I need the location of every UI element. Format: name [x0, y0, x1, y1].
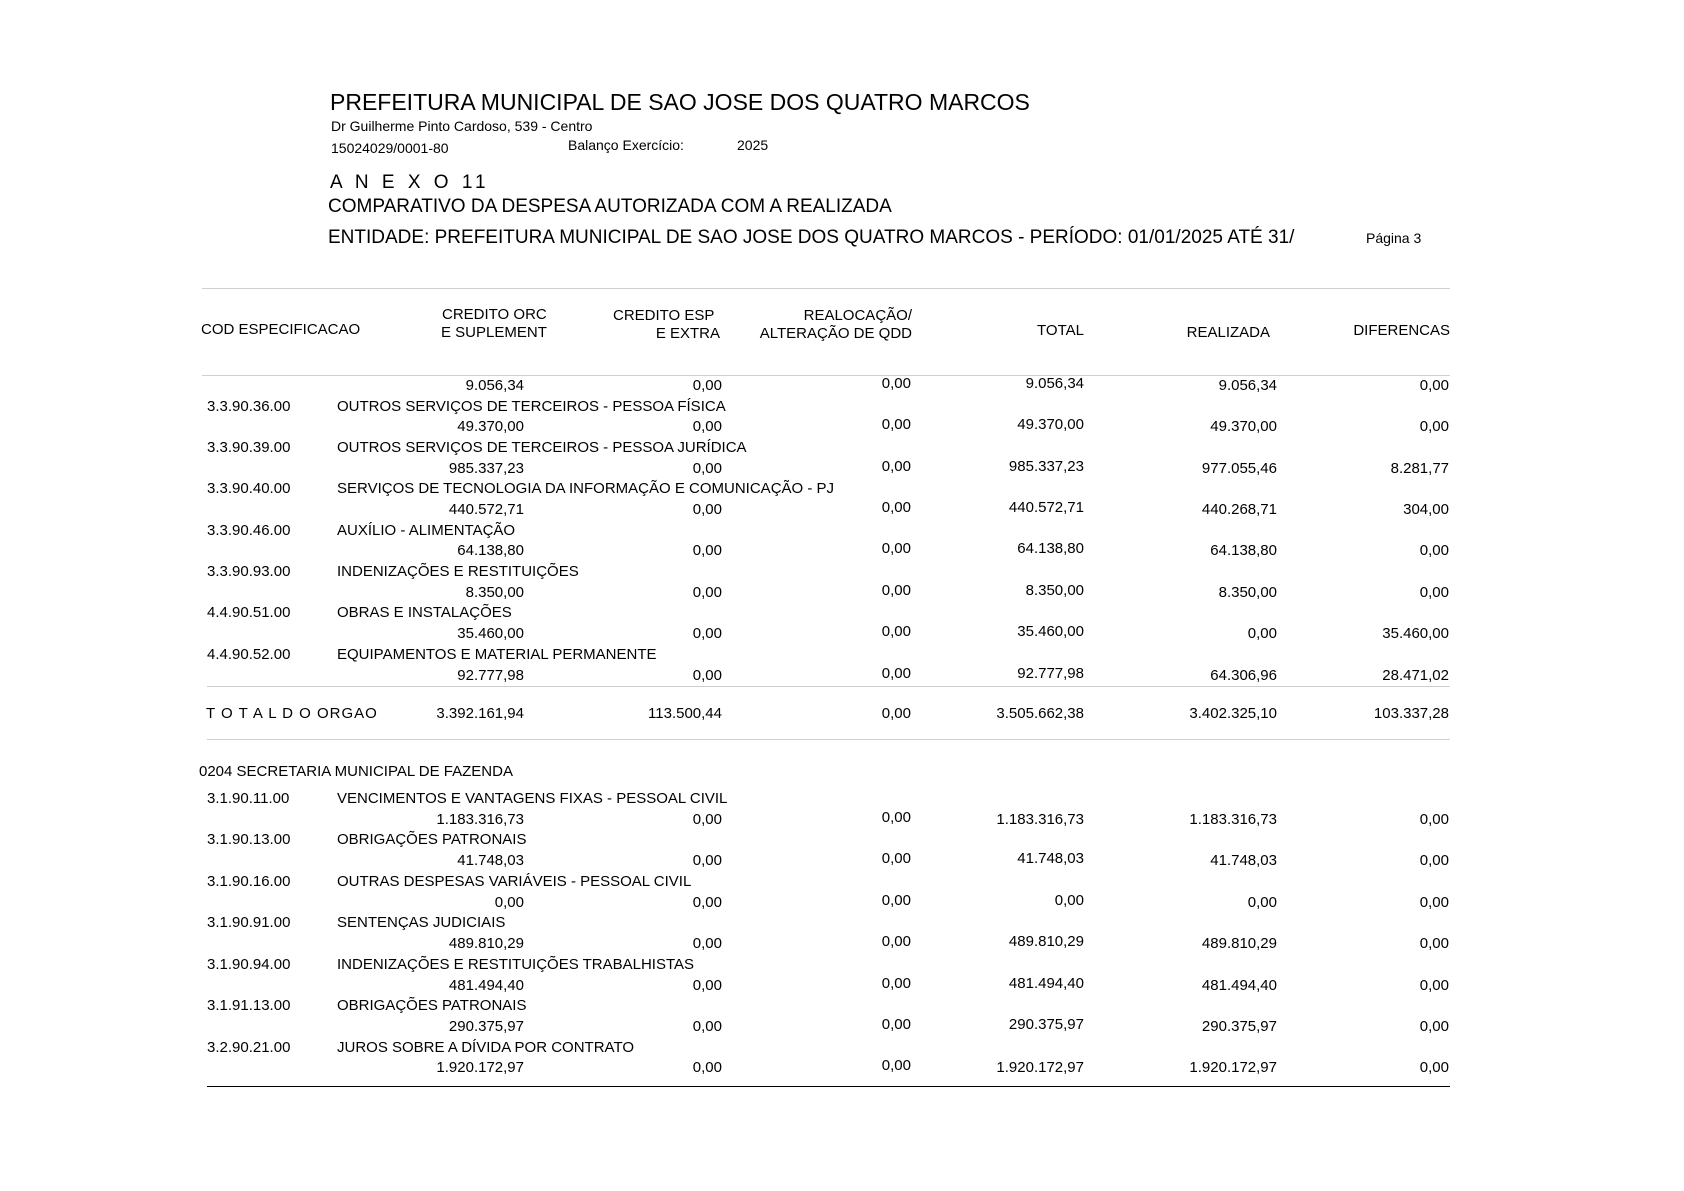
row-description: OUTROS SERVIÇOS DE TERCEIROS - PESSOA FÍSICA [337, 398, 726, 415]
value-total: 41.748,03 [1017, 850, 1084, 867]
total-credito-orc: 3.392.161,94 [436, 705, 524, 722]
value-realizada: 64.306,96 [1210, 667, 1277, 684]
value-total: 64.138,80 [1017, 540, 1084, 557]
row-code: 3.1.90.94.00 [207, 956, 291, 973]
row-code: 3.2.90.21.00 [207, 1039, 291, 1056]
row-description: AUXÍLIO - ALIMENTAÇÃO [337, 522, 516, 539]
col-credito-esp-2: E EXTRA [655, 325, 720, 342]
row-description: OBRAS E INSTALAÇÕES [337, 604, 512, 621]
value-total: 49.370,00 [1017, 416, 1084, 433]
value-realizada: 290.375,97 [1201, 1018, 1277, 1035]
balanco-year: 2025 [737, 137, 769, 153]
value-realocacao: 0,00 [881, 975, 911, 992]
value-total: 9.056,34 [1025, 375, 1084, 392]
row-code: 3.3.90.46.00 [207, 522, 291, 539]
section2-title: 0204 SECRETARIA MUNICIPAL DE FAZENDA [199, 763, 513, 780]
row-code: 3.1.90.11.00 [207, 790, 290, 807]
value-credito-esp: 0,00 [692, 894, 722, 911]
value-credito-orc: 985.337,23 [448, 460, 524, 477]
value-diferenca: 28.471,02 [1382, 667, 1449, 684]
row-description: OBRIGAÇÕES PATRONAIS [337, 997, 527, 1014]
value-credito-orc: 440.572,71 [448, 501, 524, 518]
report-subtitle: COMPARATIVO DA DESPESA AUTORIZADA COM A REALIZADA [328, 196, 892, 217]
value-diferenca: 304,00 [1403, 501, 1449, 518]
value-realizada: 977.055,46 [1201, 460, 1277, 477]
col-credito-orc-1: CREDITO ORC [442, 306, 547, 323]
value-total: 985.337,23 [1008, 458, 1084, 475]
value-realizada: 64.138,80 [1210, 542, 1277, 559]
header-top-divider [202, 288, 1450, 289]
value-credito-orc: 0,00 [494, 894, 524, 911]
value-realizada: 481.494,40 [1201, 977, 1277, 994]
value-credito-esp: 0,00 [692, 377, 722, 394]
value-credito-esp: 0,00 [692, 1059, 722, 1076]
value-total: 481.494,40 [1008, 975, 1084, 992]
value-realizada: 489.810,29 [1201, 935, 1277, 952]
value-credito-esp: 0,00 [692, 625, 722, 642]
total-credito-esp: 113.500,44 [648, 705, 722, 722]
value-total: 489.810,29 [1008, 933, 1084, 950]
value-realizada: 41.748,03 [1210, 852, 1277, 869]
row-description: VENCIMENTOS E VANTAGENS FIXAS - PESSOAL CIVIL [337, 790, 728, 807]
value-realocacao: 0,00 [881, 933, 911, 950]
entity-cnpj: 15024029/0001-80 [331, 140, 449, 156]
row-description: EQUIPAMENTOS E MATERIAL PERMANENTE [337, 646, 657, 663]
row-description: SERVIÇOS DE TECNOLOGIA DA INFORMAÇÃO E COMUNICAÇÃO - PJ [337, 480, 835, 497]
value-total: 290.375,97 [1008, 1016, 1084, 1033]
value-diferenca: 0,00 [1419, 977, 1449, 994]
value-diferenca: 0,00 [1419, 377, 1449, 394]
total-divider [207, 686, 1450, 687]
col-realoc-2: ALTERAÇÃO DE QDD [759, 325, 912, 342]
total-diferenca: 103.337,28 [1373, 705, 1449, 722]
footer-divider [207, 1086, 1450, 1087]
row-code: 3.1.91.13.00 [207, 997, 291, 1014]
value-credito-orc: 1.920.172,97 [436, 1059, 524, 1076]
row-description: INDENIZAÇÕES E RESTITUIÇÕES [337, 563, 579, 580]
value-total: 92.777,98 [1017, 665, 1084, 682]
value-realocacao: 0,00 [881, 665, 911, 682]
value-credito-orc: 41.748,03 [457, 852, 524, 869]
value-diferenca: 0,00 [1419, 811, 1449, 828]
value-realizada: 49.370,00 [1210, 418, 1277, 435]
value-realocacao: 0,00 [881, 582, 911, 599]
row-description: JUROS SOBRE A DÍVIDA POR CONTRATO [337, 1039, 635, 1056]
total-orgao-label: T O T A L D O ORGAO [206, 705, 378, 722]
value-realizada: 0,00 [1247, 894, 1277, 911]
col-total: TOTAL [1037, 322, 1084, 339]
value-credito-orc: 35.460,00 [457, 625, 524, 642]
entity-address: Dr Guilherme Pinto Cardoso, 539 - Centro [331, 118, 593, 134]
value-credito-orc: 481.494,40 [448, 977, 524, 994]
col-realoc-1: REALOCAÇÃO/ [803, 307, 912, 324]
value-diferenca: 35.460,00 [1382, 625, 1449, 642]
value-realocacao: 0,00 [881, 623, 911, 640]
value-diferenca: 0,00 [1419, 935, 1449, 952]
value-credito-esp: 0,00 [692, 1018, 722, 1035]
row-code: 4.4.90.52.00 [207, 646, 291, 663]
value-credito-esp: 0,00 [692, 542, 722, 559]
value-credito-esp: 0,00 [692, 584, 722, 601]
row-code: 3.1.90.91.00 [207, 914, 291, 931]
anexo-title: A N E X O 11 [330, 172, 490, 193]
value-realizada: 440.268,71 [1201, 501, 1277, 518]
value-realizada: 8.350,00 [1218, 584, 1277, 601]
col-cod-especificacao: COD ESPECIFICACAO [201, 321, 361, 338]
value-total: 1.920.172,97 [996, 1059, 1084, 1076]
value-realizada: 0,00 [1247, 625, 1277, 642]
row-code: 3.3.90.39.00 [207, 439, 291, 456]
total-bottom-divider [207, 739, 1450, 740]
value-diferenca: 0,00 [1419, 418, 1449, 435]
value-realizada: 9.056,34 [1218, 377, 1277, 394]
col-realizada: REALIZADA [1186, 324, 1270, 341]
total-total: 3.505.662,38 [996, 705, 1084, 722]
value-credito-esp: 0,00 [692, 811, 722, 828]
value-credito-orc: 64.138,80 [457, 542, 524, 559]
page-number: Página 3 [1366, 230, 1422, 246]
value-credito-orc: 92.777,98 [457, 667, 524, 684]
value-diferenca: 0,00 [1419, 852, 1449, 869]
entity-title: PREFEITURA MUNICIPAL DE SAO JOSE DOS QUATRO MARCOS [330, 89, 1030, 115]
value-realocacao: 0,00 [881, 1016, 911, 1033]
value-diferenca: 0,00 [1419, 894, 1449, 911]
row-code: 3.1.90.13.00 [207, 831, 291, 848]
value-realocacao: 0,00 [881, 375, 911, 392]
entidade-line: ENTIDADE: PREFEITURA MUNICIPAL DE SAO JOSE DOS QUATRO MARCOS - PERÍODO: 01/01/2025 ATÉ 31/ [328, 227, 1295, 248]
value-credito-orc: 489.810,29 [448, 935, 524, 952]
value-total: 0,00 [1054, 892, 1084, 909]
value-credito-esp: 0,00 [692, 935, 722, 952]
col-credito-orc-2: E SUPLEMENT [441, 324, 547, 341]
total-realocacao: 0,00 [881, 705, 911, 722]
col-credito-esp-1: CREDITO ESP [613, 307, 715, 324]
total-realizada: 3.402.325,10 [1189, 705, 1277, 722]
value-credito-esp: 0,00 [692, 460, 722, 477]
value-credito-esp: 0,00 [692, 418, 722, 435]
row-description: OUTRAS DESPESAS VARIÁVEIS - PESSOAL CIVIL [337, 873, 692, 890]
row-code: 3.3.90.36.00 [207, 398, 291, 415]
value-realizada: 1.183.316,73 [1189, 811, 1277, 828]
value-credito-orc: 9.056,34 [465, 377, 524, 394]
value-realocacao: 0,00 [881, 892, 911, 909]
row-description: OBRIGAÇÕES PATRONAIS [337, 831, 527, 848]
balanco-label: Balanço Exercício: [568, 137, 684, 153]
value-credito-orc: 1.183.316,73 [436, 811, 524, 828]
row-description: OUTROS SERVIÇOS DE TERCEIROS - PESSOA JURÍDICA [337, 439, 747, 456]
value-diferenca: 0,00 [1419, 584, 1449, 601]
value-realocacao: 0,00 [881, 1057, 911, 1074]
value-realocacao: 0,00 [881, 499, 911, 516]
value-total: 1.183.316,73 [996, 811, 1084, 828]
value-total: 440.572,71 [1008, 499, 1084, 516]
value-credito-orc: 49.370,00 [457, 418, 524, 435]
value-diferenca: 0,00 [1419, 542, 1449, 559]
value-credito-orc: 290.375,97 [448, 1018, 524, 1035]
value-diferenca: 8.281,77 [1390, 460, 1449, 477]
value-realocacao: 0,00 [881, 809, 911, 826]
value-credito-esp: 0,00 [692, 977, 722, 994]
value-realocacao: 0,00 [881, 540, 911, 557]
value-diferenca: 0,00 [1419, 1018, 1449, 1035]
row-code: 3.1.90.16.00 [207, 873, 291, 890]
value-realocacao: 0,00 [881, 416, 911, 433]
row-code: 3.3.90.93.00 [207, 563, 291, 580]
value-credito-esp: 0,00 [692, 501, 722, 518]
value-total: 35.460,00 [1017, 623, 1084, 640]
value-credito-esp: 0,00 [692, 667, 722, 684]
value-diferenca: 0,00 [1419, 1059, 1449, 1076]
row-code: 4.4.90.51.00 [207, 604, 291, 621]
value-credito-esp: 0,00 [692, 852, 722, 869]
value-realizada: 1.920.172,97 [1189, 1059, 1277, 1076]
value-total: 8.350,00 [1025, 582, 1084, 599]
row-description: SENTENÇAS JUDICIAIS [337, 914, 506, 931]
row-description: INDENIZAÇÕES E RESTITUIÇÕES TRABALHISTAS [337, 956, 695, 973]
col-diferencas: DIFERENCAS [1353, 322, 1450, 339]
row-code: 3.3.90.40.00 [207, 480, 291, 497]
value-credito-orc: 8.350,00 [465, 584, 524, 601]
value-realocacao: 0,00 [881, 850, 911, 867]
value-realocacao: 0,00 [881, 458, 911, 475]
